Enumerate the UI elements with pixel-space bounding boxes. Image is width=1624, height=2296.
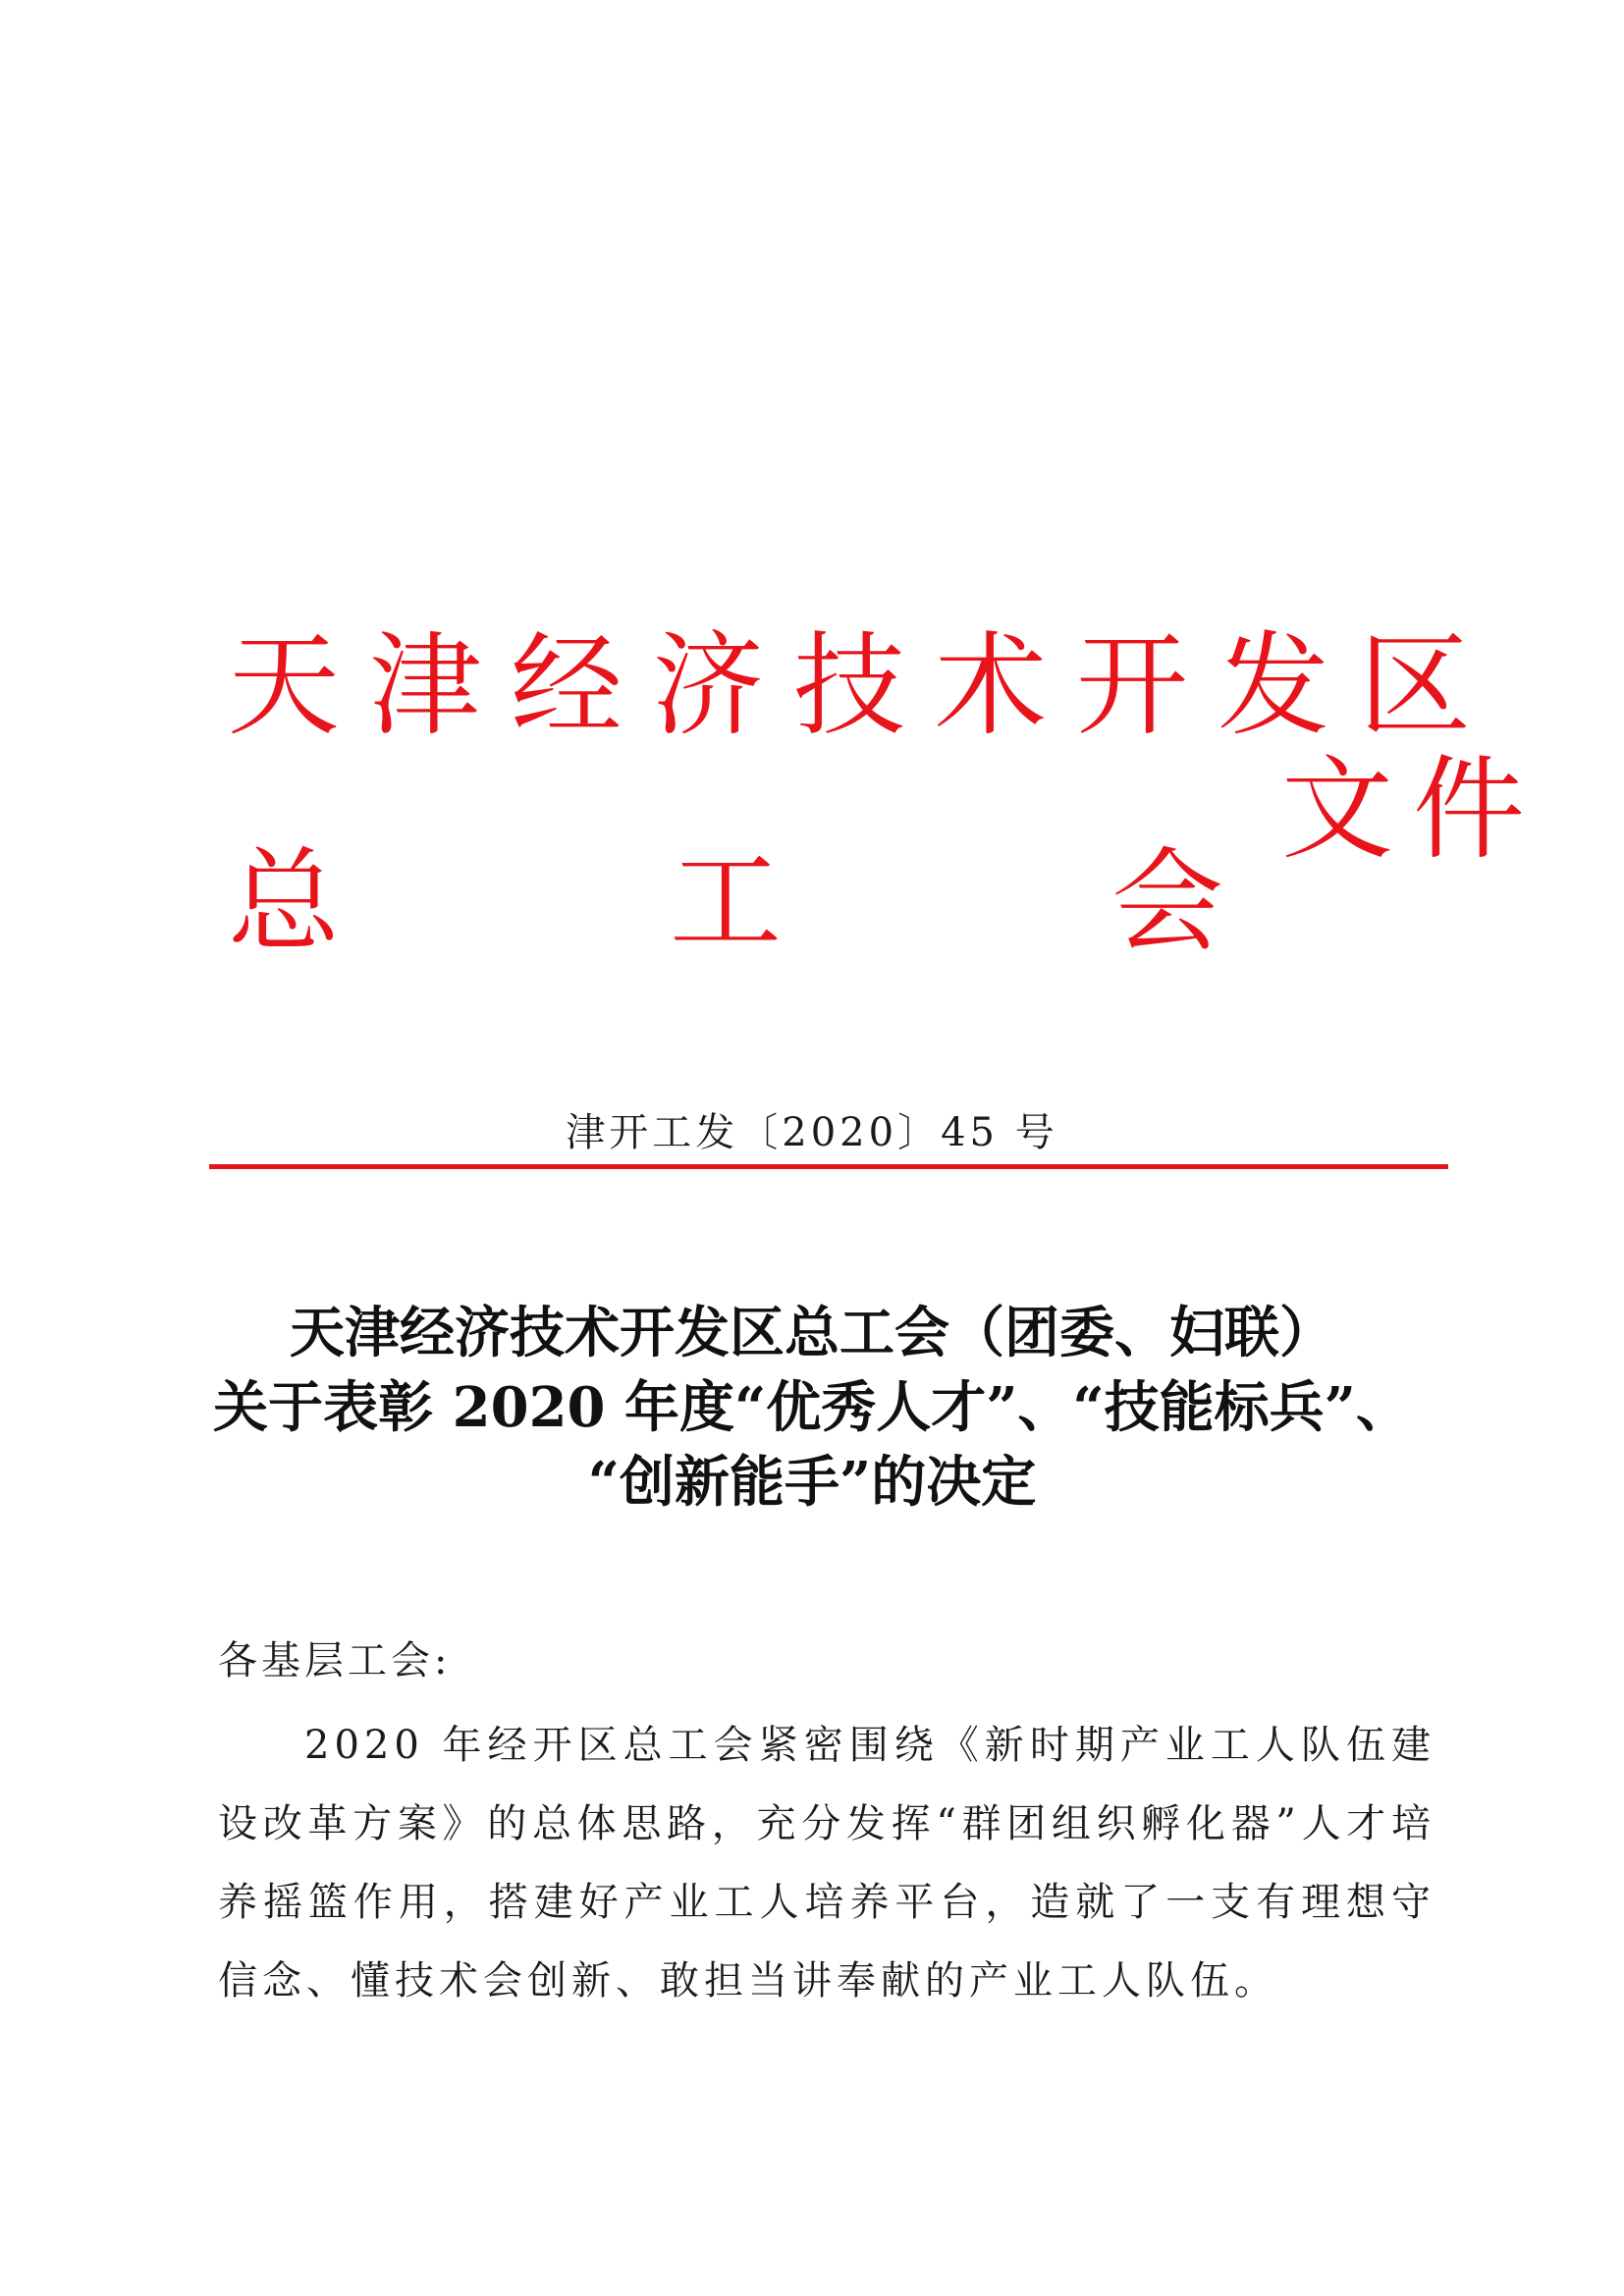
masthead-file-label: 文件: [1281, 744, 1545, 875]
red-separator-line: [209, 1164, 1448, 1169]
masthead-char: 会: [1111, 836, 1224, 967]
title-line-1: 天津经济技术开发区总工会（团委、妇联）: [290, 1301, 1334, 1365]
masthead-union-name: [228, 836, 1224, 967]
document-number: 津开工发〔2020〕45 号: [566, 1110, 1058, 1155]
body-paragraph: 2020 年经开区总工会紧密围绕《新时期产业工人队伍建设改革方案》的总体思路，充分发挥“群团组织孵化器”人才培养摇篮作用，搭建好产业工人培养平台，造就了一支有理想守信念、懂技术会创新、敢担当讲奉献的产业工人队伍。: [218, 1723, 1435, 2003]
title-line-2: 关于表彰 2020 年度“优秀人才”、“技能标兵”、: [213, 1375, 1411, 1440]
document-title: [0, 1296, 1624, 1520]
title-line-3: “创新能手”的决定: [587, 1450, 1037, 1515]
masthead-char: 总: [228, 836, 341, 967]
masthead-char: 工: [670, 836, 783, 967]
masthead-org-name: 天津经济技术开发区: [228, 620, 1501, 751]
salutation: 各基层工会:: [218, 1638, 452, 1683]
